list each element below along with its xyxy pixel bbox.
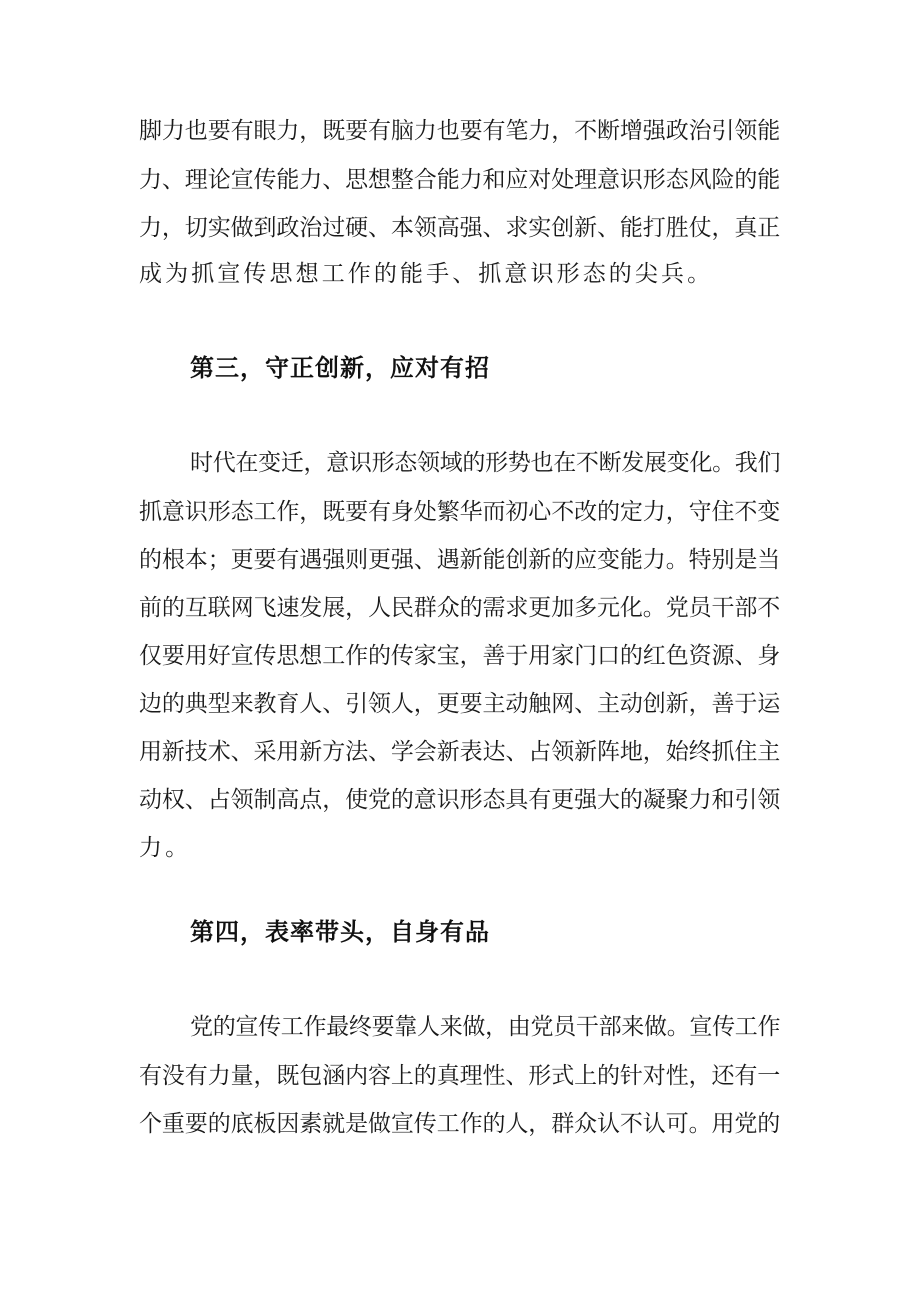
paragraph-line: 力。 [139,835,192,861]
paragraph-line: 成为抓宣传思想工作的能手、抓意识形态的尖兵。 [139,261,714,287]
paragraph-line: 动权、占领制高点，使党的意识形态具有更强大的凝聚力和引领 [139,787,781,813]
paragraph-line: 脚力也要有眼力，既要有脑力也要有笔力，不断增强政治引领能 [139,118,781,144]
paragraph-line: 时代在变迁，意识形态领域的形势也在不断发展变化。我们 [190,450,781,476]
paragraph-line: 前的互联网飞速发展，人民群众的需求更加多元化。党员干部不 [139,595,781,621]
section-heading-3: 第三，守正创新，应对有招 [190,354,490,382]
paragraph-line: 边的典型来教育人、引领人，更要主动触网、主动创新，善于运 [139,691,781,717]
paragraph-line: 个重要的底板因素就是做宣传工作的人，群众认不认可。用党的 [139,1111,781,1137]
paragraph-line: 力，切实做到政治过硬、本领高强、求实创新、能打胜仗，真正 [139,215,781,241]
paragraph-line: 有没有力量，既包涵内容上的真理性、形式上的针对性，还有一 [139,1063,781,1089]
paragraph-line: 党的宣传工作最终要靠人来做，由党员干部来做。宣传工作 [190,1014,781,1040]
paragraph-line: 抓意识形态工作，既要有身处繁华而初心不改的定力，守住不变 [139,499,781,525]
paragraph-line: 用新技术、采用新方法、学会新表达、占领新阵地，始终抓住主 [139,739,781,765]
paragraph-line: 仅要用好宣传思想工作的传家宝，善于用家门口的红色资源、身 [139,643,781,669]
paragraph-line: 的根本；更要有遇强则更强、遇新能创新的应变能力。特别是当 [139,547,781,573]
section-heading-4: 第四，表率带头，自身有品 [190,918,490,946]
paragraph-line: 力、理论宣传能力、思想整合能力和应对处理意识形态风险的能 [139,167,781,193]
